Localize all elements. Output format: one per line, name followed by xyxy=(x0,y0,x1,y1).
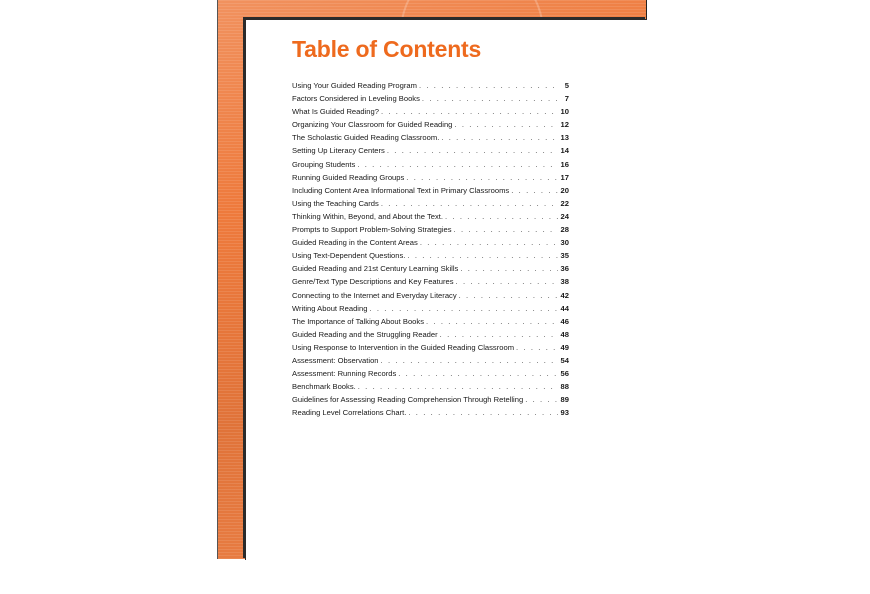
toc-entry-page-number: 48 xyxy=(560,329,569,339)
toc-dot-leader xyxy=(445,212,558,221)
toc-entry-page-number: 22 xyxy=(560,198,569,208)
toc-entry-label: Assessment: Running Records xyxy=(292,369,397,379)
toc-entry-page-number: 35 xyxy=(560,251,569,261)
toc-dot-leader xyxy=(369,304,558,313)
toc-entry-page-number: 36 xyxy=(560,264,569,274)
toc-entry xyxy=(292,343,569,356)
toc-entry-label: Assessment: Observation xyxy=(292,355,379,365)
toc-entry-page-number: 56 xyxy=(560,369,569,379)
toc-entry-page-number: 49 xyxy=(560,342,569,352)
toc-entry xyxy=(292,317,569,330)
toc-dot-leader xyxy=(358,382,558,391)
toc-entry-page-number: 42 xyxy=(560,290,569,300)
toc-entry-label: Organizing Your Classroom for Guided Reading xyxy=(292,120,453,130)
toc-entry-page-number: 14 xyxy=(560,146,569,156)
toc-entry-page-number: 54 xyxy=(560,355,569,365)
toc-dot-leader xyxy=(407,251,558,260)
toc-entry-page-number: 28 xyxy=(560,225,569,235)
toc-entry xyxy=(292,94,569,107)
toc-entry-label: Including Content Area Informational Text in Primary Classrooms xyxy=(292,185,510,195)
toc-dot-leader xyxy=(422,94,558,103)
toc-entry xyxy=(292,225,569,238)
toc-entry-label: Genre/Text Type Descriptions and Key Features xyxy=(292,277,454,287)
toc-entry-label: Connecting to the Internet and Everyday Literacy xyxy=(292,290,457,300)
toc-entry-label: The Scholastic Guided Reading Classroom. xyxy=(292,133,440,143)
toc-entry xyxy=(292,199,569,212)
toc-entry-page-number: 93 xyxy=(560,408,569,418)
toc-dot-leader xyxy=(459,291,558,300)
toc-entry-page-number: 20 xyxy=(560,185,569,195)
toc-dot-leader xyxy=(398,369,558,378)
toc-dot-leader xyxy=(441,133,558,142)
toc-entry-label: Factors Considered in Leveling Books xyxy=(292,94,420,104)
toc-entry-page-number: 5 xyxy=(564,81,569,90)
toc-dot-leader xyxy=(516,343,558,352)
toc-entry-page-number: 12 xyxy=(560,120,569,130)
toc-entry xyxy=(292,369,569,382)
toc-entry-page-number: 89 xyxy=(560,395,569,405)
toc-dot-leader xyxy=(381,199,558,208)
toc-dot-leader xyxy=(525,395,558,404)
toc-entry-label: Grouping Students xyxy=(292,159,356,169)
toc-entry-page-number: 13 xyxy=(560,133,569,143)
table-of-contents-list xyxy=(292,81,569,421)
toc-entry xyxy=(292,212,569,225)
toc-entry xyxy=(292,133,569,146)
toc-dot-leader xyxy=(406,173,558,182)
toc-entry-label: Benchmark Books. xyxy=(292,382,356,392)
toc-entry-label: Running Guided Reading Groups xyxy=(292,172,405,182)
toc-dot-leader xyxy=(426,317,558,326)
toc-entry-label: Guidelines for Assessing Reading Comprehension Through Retelling xyxy=(292,395,524,405)
toc-entry-label: Guided Reading in the Content Areas xyxy=(292,238,418,248)
toc-entry xyxy=(292,330,569,343)
toc-entry-label: Using Text-Dependent Questions. xyxy=(292,251,406,261)
toc-entry-page-number: 44 xyxy=(560,303,569,313)
toc-entry xyxy=(292,107,569,120)
toc-entry xyxy=(292,304,569,317)
toc-entry xyxy=(292,81,569,94)
toc-entry xyxy=(292,356,569,369)
toc-entry xyxy=(292,173,569,186)
toc-entry-label: Guided Reading and the Struggling Reader xyxy=(292,329,438,339)
toc-dot-leader xyxy=(460,264,558,273)
toc-entry-label: Setting Up Literacy Centers xyxy=(292,146,385,156)
toc-entry-label: Using the Teaching Cards xyxy=(292,198,379,208)
page-title: Table of Contents xyxy=(292,36,482,62)
toc-entry-page-number: 24 xyxy=(560,211,569,221)
toc-entry-label: Using Response to Intervention in the Guided Reading Classroom xyxy=(292,342,515,352)
toc-dot-leader xyxy=(511,186,558,195)
toc-entry xyxy=(292,251,569,264)
toc-entry xyxy=(292,395,569,408)
toc-entry-page-number: 16 xyxy=(560,159,569,169)
toc-entry xyxy=(292,160,569,173)
toc-entry-page-number: 38 xyxy=(560,277,569,287)
toc-entry xyxy=(292,291,569,304)
toc-entry-label: Writing About Reading xyxy=(292,303,368,313)
toc-entry-label: Thinking Within, Beyond, and About the Text. xyxy=(292,211,443,221)
toc-entry-page-number: 10 xyxy=(560,107,569,117)
toc-entry-label: Reading Level Correlations Chart. xyxy=(292,408,407,418)
toc-entry xyxy=(292,186,569,199)
toc-entry xyxy=(292,120,569,133)
toc-entry-page-number: 46 xyxy=(560,316,569,326)
toc-entry xyxy=(292,408,569,421)
toc-entry-label: Prompts to Support Problem-Solving Strategies xyxy=(292,225,452,235)
toc-dot-leader xyxy=(381,356,558,365)
toc-dot-leader xyxy=(387,146,558,155)
toc-entry-label: Using Your Guided Reading Program xyxy=(292,81,417,90)
toc-entry-page-number: 17 xyxy=(560,172,569,182)
toc-entry-page-number: 30 xyxy=(560,238,569,248)
toc-dot-leader xyxy=(420,238,558,247)
toc-entry-label: The Importance of Talking About Books xyxy=(292,316,424,326)
toc-entry xyxy=(292,277,569,290)
toc-entry-label: What Is Guided Reading? xyxy=(292,107,379,117)
toc-entry xyxy=(292,238,569,251)
toc-entry xyxy=(292,146,569,159)
toc-dot-leader xyxy=(440,330,558,339)
toc-entry-page-number: 7 xyxy=(564,94,569,104)
toc-dot-leader xyxy=(357,160,558,169)
toc-entry-label: Guided Reading and 21st Century Learning Skills xyxy=(292,264,459,274)
toc-entry xyxy=(292,264,569,277)
toc-dot-leader xyxy=(381,107,558,116)
toc-dot-leader xyxy=(454,225,558,234)
toc-dot-leader xyxy=(454,120,558,129)
toc-entry xyxy=(292,382,569,395)
toc-dot-leader xyxy=(408,408,558,417)
toc-dot-leader xyxy=(456,277,558,286)
toc-entry-page-number: 88 xyxy=(560,382,569,392)
toc-dot-leader xyxy=(419,81,558,90)
